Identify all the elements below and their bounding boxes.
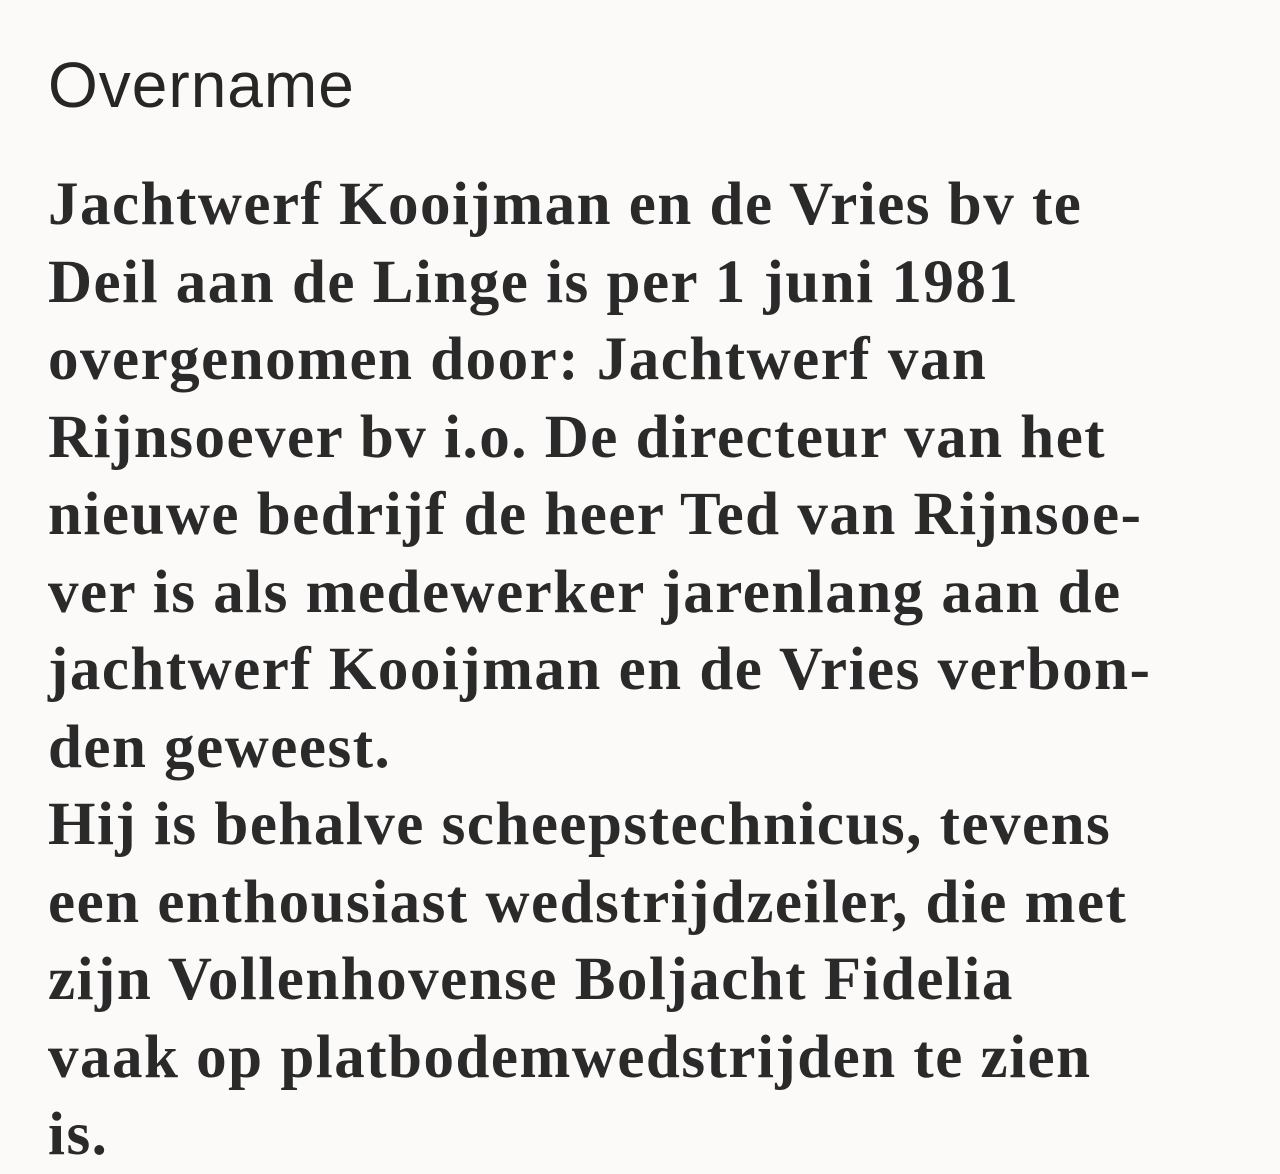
article-title: Overname [48,49,355,121]
body-line: is. [48,1101,109,1168]
body-line: vaak op platbodemwedstrijden te zien [48,1023,1092,1091]
body-line: Jachtwerf Kooijman en de Vries bv te [48,171,1083,238]
body-line: een enthousiast wedstrijdzeiler, die met [48,868,1128,936]
body-line: zijn Vollenhovense Boljacht Fidelia [48,946,1014,1013]
body-line: Deil aan de Linge is per 1 juni 1981 [48,248,1020,316]
body-line: den geweest. [48,713,392,781]
article-body [48,166,1268,1174]
body-line: jachtwerf Kooijman en de Vries verbon- [48,636,1152,703]
body-line: Rijnsoever bv i.o. De directeur van het [48,403,1107,471]
body-line: ver is als medewerker jarenlang aan de [48,558,1122,626]
body-line: overgenomen door: Jachtwerf van [48,326,988,393]
body-line: Hij is behalve scheepstechnicus, tevens [48,791,1112,858]
body-line: nieuwe bedrijf de heer Ted van Rijnsoe- [48,481,1143,548]
